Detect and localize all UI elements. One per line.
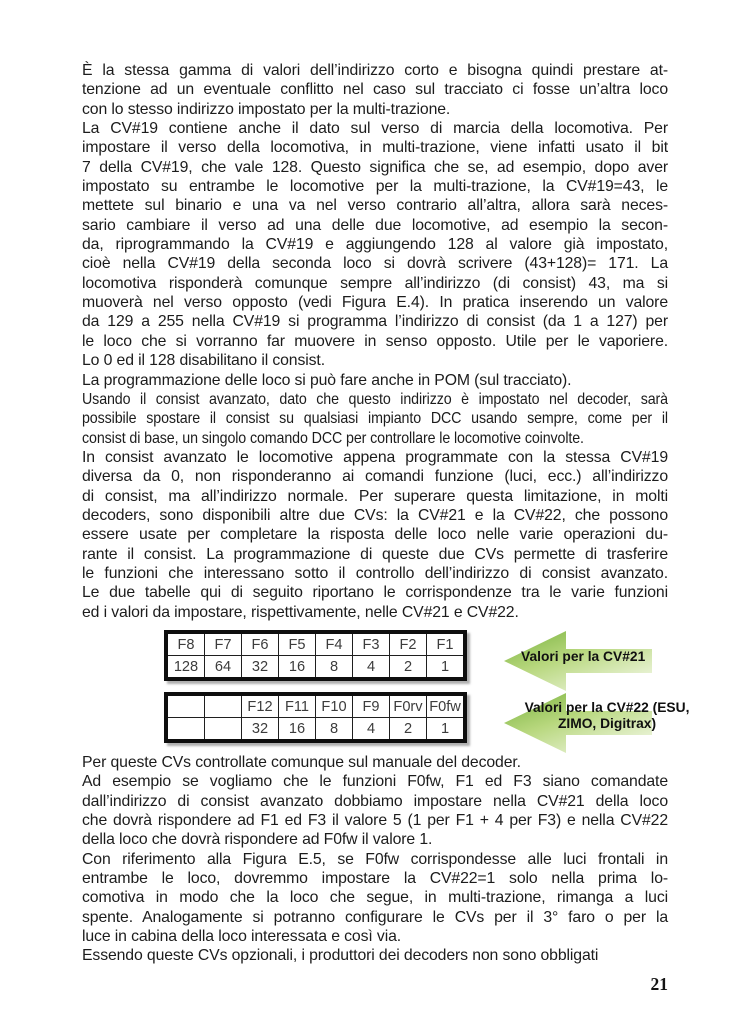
text-line: impostare il verso della locomotiva, in multi-trazione, viene infatti usato il bit [82,139,668,157]
text-line: È la stessa gamma di valori dell’indirizzo corto e bisogna quindi prestare at- [82,62,668,79]
text-line: La programmazione delle loco si può fare anche in POM (sul tracciato). [82,371,572,389]
table-value-row [166,656,465,680]
text-line: Lo 0 ed il 128 disabilitano il consist. [82,352,325,370]
text-line: Ad esempio se vogliamo che le funzioni F0fw, F1 ed F3 siano comandate [82,773,668,791]
text-line: con lo stesso indirizzo impostato per la multi-trazione. [82,100,451,118]
table-value-row [166,718,465,742]
cv22-function-table [164,692,467,743]
text-line: le funzioni che interessano sotto il controllo dell’indirizzo di consist avanzato. [82,564,668,582]
cv21-function-table [164,630,467,681]
table-cell: F8 [166,632,205,656]
table-cell: 64 [205,656,242,680]
text-line: Le due tabelle qui di seguito riportano le corrispondenze tra le varie funzioni [82,584,668,602]
table-cell: 1 [427,656,466,680]
table-cell: 2 [390,656,427,680]
paragraph [82,850,668,947]
table-cell [205,694,242,718]
text-line: della loco che dovrà rispondere ad F0fw il valore 1. [82,831,433,849]
table-cell: 8 [316,656,353,680]
text-line: luce in cabina della loco interessata e così via. [82,928,402,946]
table-cell: F9 [353,694,390,718]
table-cell: F0rv [390,694,427,718]
paragraph [82,448,668,622]
table-cell: F6 [242,632,279,656]
table-cell [205,718,242,742]
text-line: ed i valori da impostare, rispettivamente, nelle CV#21 e CV#22. [82,603,519,621]
body-text-lower [82,753,668,966]
table-cell: 16 [279,718,316,742]
text-line: consist di base, un singolo comando DCC per controllare le locomotive coinvolte. [82,429,584,447]
paragraph [82,371,668,390]
table-cell: 2 [390,718,427,742]
text-line: da 129 a 255 nella CV#19 si programma l’indirizzo di consist (da 1 a 127) per [82,313,668,331]
paragraph [82,390,668,448]
text-line: possibile spostare il consist su qualsiasi impianto DCC usando sempre, come per il [82,410,668,428]
text-line: tenzione ad un eventuale conflitto nel caso sul tracciato ci fosse un’altra loco [82,81,668,99]
text-line: Con riferimento alla Figura E.5, se F0fw corrispondesse alle luci frontali in [82,850,668,868]
cv22-table-caption: Valori per la CV#22 (ESU, ZIMO, Digitrax) [524,700,690,731]
text-line: Per queste CVs controllate comunque sul manuale del decoder. [82,754,521,771]
table-cell: 4 [353,656,390,680]
text-line: mettete sul binario e una va nel verso contrario all’altra, allora sarà neces- [82,197,668,215]
table-cell: F0fw [427,694,466,718]
table-cell: F3 [353,632,390,656]
table-cell [166,718,205,742]
table-cell: F10 [316,694,353,718]
table-cell: 32 [242,656,279,680]
table-cell: F12 [242,694,279,718]
table-cell: 32 [242,718,279,742]
cv21-table-caption: Valori per la CV#21 [521,649,646,664]
table-cell: 4 [353,718,390,742]
text-line: di consist, ma all’indirizzo normale. Per superare questa limitazione, in molti [82,487,668,505]
table-cell: F4 [316,632,353,656]
paragraph [82,119,668,370]
text-line: da, riprogrammando la CV#19 e aggiungendo 128 al valore già impostato, [82,236,668,254]
text-line: che dovrà rispondere ad F1 ed F3 il valore 5 (1 per F1 + 4 per F3) e nella CV#22 [82,812,668,830]
text-line: 7 della CV#19, che vale 128. Questo significa che se, ad esempio, dopo aver [82,158,668,176]
body-text-upper [82,61,668,622]
text-line: dall’indirizzo di consist avanzato dobbiamo impostare nella CV#21 della loco [82,792,668,810]
text-line: locomotiva risponderà comunque sempre all’indirizzo (di consist) 43, ma si [82,274,668,292]
text-line: In consist avanzato le locomotive appena programmate con la stessa CV#19 [82,448,668,466]
text-line: muoverà nel verso opposto (vedi Figura E.4). In pratica inserendo un valore [82,294,668,312]
text-line: Essendo queste CVs opzionali, i produttori dei decoders non sono obbligati [82,947,599,965]
text-line: La CV#19 contiene anche il dato sul verso di marcia della locomotiva. Per [82,120,668,138]
table-cell: F5 [279,632,316,656]
paragraph [82,753,668,772]
text-line: rante il consist. La programmazione di queste due CVs permette di trasferire [82,545,668,563]
table-header-row [166,632,465,656]
table-cell: F2 [390,632,427,656]
text-line: Usando il consist avanzato, dato che questo indirizzo è impostato nel decoder, sarà [82,390,668,408]
paragraph [82,61,668,119]
table-cell [166,694,205,718]
text-line: decoders, sono disponibili altre due CVs: la CV#21 e la CV#22, che possono [82,506,668,524]
table-cell: 128 [166,656,205,680]
table-header-row [166,694,465,718]
table-cell: 1 [427,718,466,742]
text-line: impostato su entrambe le locomotive per la multi-trazione, la CV#19=43, le [82,178,668,196]
paragraph [82,946,668,965]
text-line: essere usate per completare la risposta delle loco nelle varie operazioni du- [82,526,668,544]
text-line: cioè nella CV#19 della seconda loco si dovrà scrivere (43+128)= 171. La [82,255,668,273]
page-number: 21 [650,974,668,994]
table-cell: 8 [316,718,353,742]
table-cell: F7 [205,632,242,656]
paragraph [82,772,668,849]
table-cell: 16 [279,656,316,680]
table-cell: F1 [427,632,466,656]
text-line: le loco che si vorranno far muovere in senso opposto. Utile per le vaporiere. [82,332,668,350]
text-line: entrambe le loco, dovremmo impostare la CV#22=1 solo nella prima lo- [82,870,668,888]
text-line: comotiva in modo che la loco che segue, in multi-trazione, rimanga a luci [82,889,668,907]
text-line: sario cambiare il verso ad una delle due locomotive, ad esempio la secon- [82,216,668,234]
table-cell: F11 [279,694,316,718]
text-line: diversa da 0, non risponderanno ai comandi funzione (luci, ecc.) all’indirizzo [82,468,668,486]
text-line: spente. Analogamente si potranno configurare le CVs per il 3° faro o per la [82,908,668,926]
